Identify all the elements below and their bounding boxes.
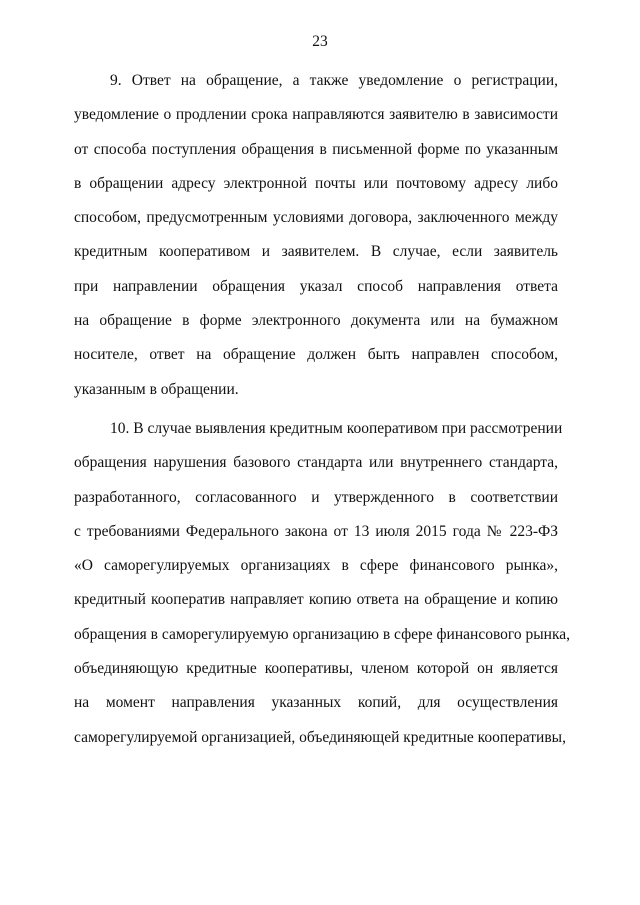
text-line: в обращении адресу электронной почты или почтовому адресу либо <box>74 174 558 192</box>
text-line: кредитный кооператив направляет копию ответа на обращение и копию <box>74 591 558 609</box>
text-line: уведомление о продлении срока направляются заявителю в зависимости <box>74 106 558 124</box>
text-line: разработанного, согласованного и утвержденного в соответствии <box>74 488 558 506</box>
text-line: обращения в саморегулируемую организацию в сфере финансового рынка, <box>74 625 571 643</box>
paragraph-9 <box>74 64 558 407</box>
text-line: саморегулируемой организацией, объединяющей кредитные кооперативы, <box>74 728 566 746</box>
text-line: обращения нарушения базового стандарта или внутреннего стандарта, <box>74 454 558 472</box>
text-line: 10. В случае выявления кредитным кооперативом при рассмотрении <box>110 420 563 437</box>
text-line: «О саморегулируемых организациях в сфере финансового рынка», <box>74 557 558 575</box>
text-line: на обращение в форме электронного документа или на бумажном <box>74 312 558 330</box>
page-number: 23 <box>312 33 328 50</box>
text-line: от способа поступления обращения в письменной форме по указанным <box>74 140 558 158</box>
text-line: носителе, ответ на обращение должен быть направлен способом, <box>74 346 558 364</box>
paragraph-10 <box>74 412 571 755</box>
text-line: при направлении обращения указал способ направления ответа <box>74 277 558 295</box>
text-line: указанным в обращении. <box>74 380 239 398</box>
text-line: объединяющую кредитные кооперативы, членом которой он является <box>74 660 558 678</box>
text-line: 9. Ответ на обращение, а также уведомление о регистрации, <box>110 72 558 89</box>
text-line: на момент направления указанных копий, для осуществления <box>74 694 558 712</box>
text-line: с требованиями Федерального закона от 13 июля 2015 года № 223-ФЗ <box>74 522 558 540</box>
text-line: кредитным кооперативом и заявителем. В случае, если заявитель <box>74 243 558 261</box>
text-line: способом, предусмотренным условиями договора, заключенного между <box>74 209 558 227</box>
